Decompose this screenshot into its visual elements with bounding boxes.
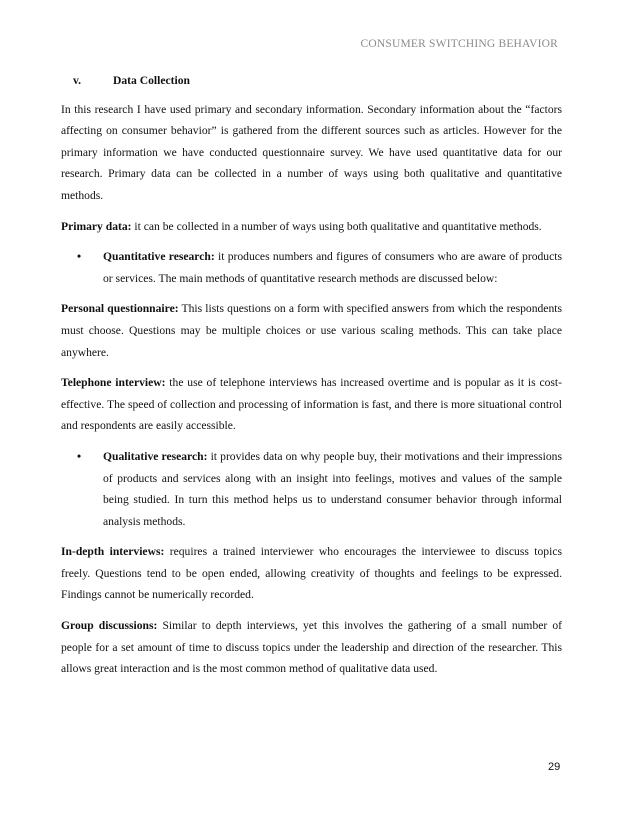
group-discussions-paragraph [61, 615, 562, 680]
personal-questionnaire-text: This lists questions on a form with specified answers from which the respondents must choose. Questions may be multiple choices or use various scaling methods. This can take place anywhere. [61, 302, 562, 359]
telephone-interview-paragraph [61, 372, 562, 437]
running-header: CONSUMER SWITCHING BEHAVIOR [360, 38, 558, 50]
bullet-quantitative-research [61, 246, 562, 289]
bullet-icon: • [77, 250, 82, 264]
in-depth-interviews-paragraph [61, 541, 562, 606]
primary-data-text: it can be collected in a number of ways using both qualitative and quantitative methods. [131, 219, 542, 233]
personal-questionnaire-term: Personal questionnaire: [61, 302, 179, 316]
group-discussions-term: Group discussions: [61, 619, 158, 633]
qualitative-term: Qualitative research: [103, 449, 208, 463]
section-number: v. [73, 74, 82, 87]
section-heading [73, 70, 562, 92]
primary-data-term: Primary data: [61, 219, 132, 233]
personal-questionnaire-paragraph [61, 298, 562, 363]
bullet-qualitative-research [61, 446, 562, 532]
primary-data-paragraph [61, 216, 562, 238]
qualitative-text: it provides data on why people buy, their motivations and their impressions of products and services along with an insight into feelings, motives and values of the sample being studied. In turn this method helps us to understand consumer behavior through informal analysis methods. [103, 449, 562, 528]
telephone-interview-text: the use of telephone interviews has increased overtime and is popular as it is cost-effective. The speed of collection and processing of information is fast, and there is more situational control and respondents are easily accessible. [61, 376, 562, 433]
quantitative-term: Quantitative research: [103, 250, 215, 264]
page-number: 29 [548, 761, 561, 773]
section-title: Data Collection [113, 74, 190, 87]
in-depth-interviews-term: In-depth interviews: [61, 545, 165, 559]
intro-paragraph: In this research I have used primary and secondary information. Secondary information about the “factors affecting on consumer behavior” is gathered from the different sources such as articles. However for the primary information we have conducted questionnaire survey. We have used quantitative data for our research. Primary data can be collected in a number of ways using both qualitative and quantitative methods. [61, 102, 562, 202]
quantitative-text: it produces numbers and figures of consumers who are aware of products or services. The main methods of quantitative research methods are discussed below: [103, 250, 562, 285]
in-depth-interviews-text: requires a trained interviewer who encourages the interviewee to discuss topics freely. Questions tend to be open ended, allowing creativity of thoughts and feelings to be expressed. Findings cannot be numerically recorded. [61, 545, 562, 602]
telephone-interview-term: Telephone interview: [61, 376, 166, 390]
bullet-icon: • [77, 449, 82, 463]
group-discussions-text: Similar to depth interviews, yet this involves the gathering of a small number of people for a set amount of time to discuss topics under the leadership and direction of the researcher. This allows great interaction and is the most common method of qualitative data used. [61, 619, 563, 676]
page-body [61, 70, 562, 689]
